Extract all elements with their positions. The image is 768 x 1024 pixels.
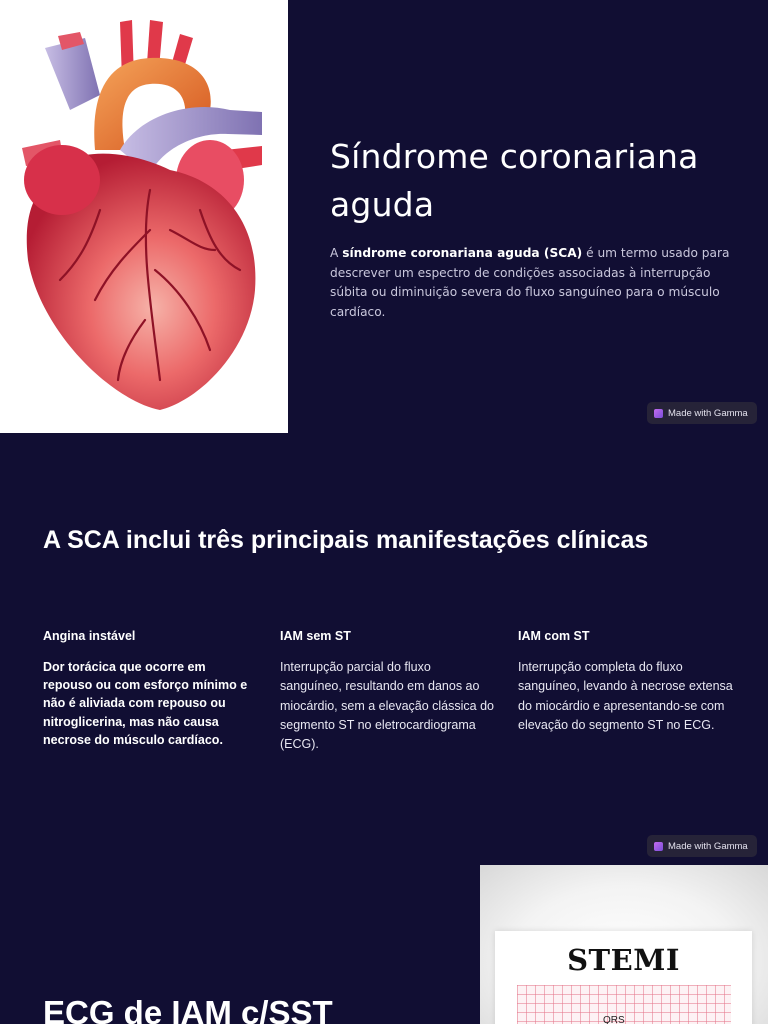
gamma-logo-icon [654, 409, 663, 418]
slide-title: ECG de IAM c/SST [43, 994, 333, 1024]
slide-intro [0, 0, 768, 433]
heart-image [0, 0, 288, 433]
slide-title: A SCA inclui três principais manifestações clínicas [43, 526, 649, 554]
badge-label: Made with Gamma [668, 840, 748, 852]
heart-illustration [0, 0, 288, 433]
slide-ecg [0, 865, 768, 1024]
slide-title: Síndrome coronariana aguda [330, 137, 699, 224]
manifestation-text: Interrupção completa do fluxo sanguíneo, levando à necrose extensa do miocárdio e apresentando-se com elevação do segmento ST no ECG. [518, 660, 733, 732]
manifestation-card [518, 628, 733, 735]
manifestation-heading: IAM sem ST [280, 629, 351, 643]
manifestation-heading: IAM com ST [518, 629, 590, 643]
manifestation-card [43, 628, 258, 749]
manifestation-heading: Angina instável [43, 629, 136, 643]
ecg-title: STEMI [567, 943, 680, 977]
ecg-image [480, 865, 768, 1024]
manifestation-text: Dor torácica que ocorre em repouso ou com esforço mínimo e não é aliviada com repouso ou nitroglicerina, mas não causa necrose do músculo cardíaco. [43, 660, 248, 747]
intro-suffix: é um termo usado para descrever um espectro de condições associadas à interrupção súbita ou diminuição severa do fluxo sanguíneo para o músculo cardíaco. [330, 246, 730, 319]
slide-manifestations [0, 433, 768, 865]
intro-prefix: A [330, 246, 343, 260]
ecg-qrs-label: QRS [603, 1015, 625, 1024]
intro-term: síndrome coronariana aguda (SCA) [342, 246, 583, 260]
made-with-gamma-badge[interactable] [647, 402, 757, 424]
slide-intro-text [330, 244, 730, 322]
manifestation-card [280, 628, 495, 754]
made-with-gamma-badge[interactable] [647, 835, 757, 857]
badge-label: Made with Gamma [668, 407, 748, 419]
manifestation-text: Interrupção parcial do fluxo sanguíneo, resultando em danos ao miocárdio, sem a elevação clássica do segmento ST no eletrocardiograma (ECG). [280, 660, 494, 752]
gamma-logo-icon [654, 842, 663, 851]
ecg-card [495, 931, 752, 1024]
